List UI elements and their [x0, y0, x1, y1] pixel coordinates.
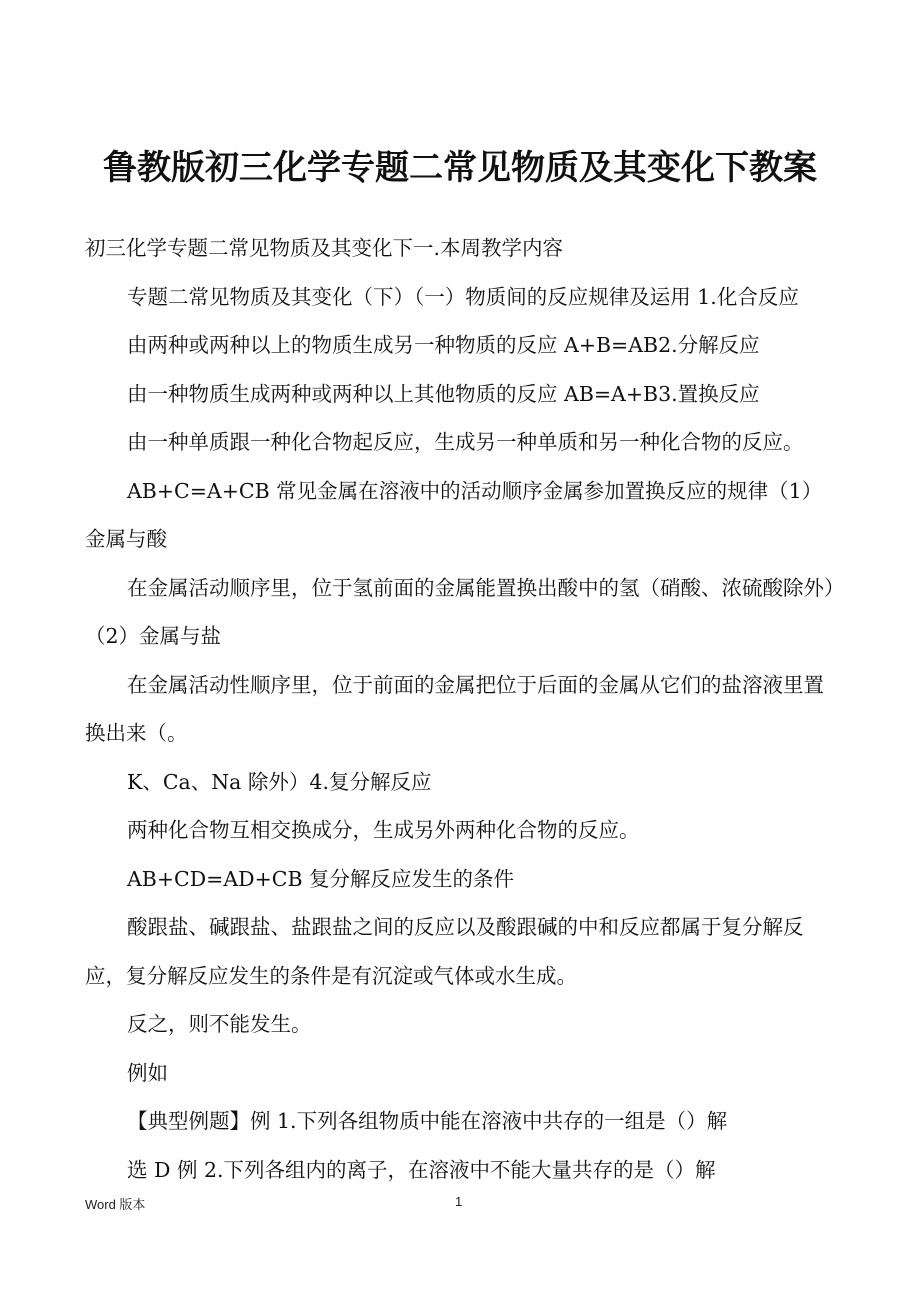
footer-label: Word 版本	[85, 1197, 146, 1212]
paragraph: 【典型例题】例 1.下列各组物质中能在溶液中共存的一组是（）解	[127, 1109, 728, 1133]
paragraph: 在金属活动性顺序里，位于前面的金属把位于后面的金属从它们的盐溶液里置换出来（。	[85, 672, 824, 745]
paragraph: AB+CD=AD+CB 复分解反应发生的条件	[127, 866, 515, 891]
paragraph: 由两种或两种以上的物质生成另一种物质的反应 A+B=AB2.分解反应	[127, 333, 760, 357]
paragraph: AB+C=A+CB 常见金属在溶液中的活动顺序金属参加置换反应的规律（1）金属与酸	[85, 478, 823, 551]
paragraph: 两种化合物互相交换成分，生成另外两种化合物的反应。	[127, 818, 640, 842]
paragraph: 酸跟盐、碱跟盐、盐跟盐之间的反应以及酸跟碱的中和反应都属于复分解反应，复分解反应发生的条件是有沉淀或气体或水生成。	[85, 915, 804, 988]
paragraph: 由一种物质生成两种或两种以上其他物质的反应 AB=A+B3.置换反应	[127, 381, 760, 406]
paragraph: 专题二常见物质及其变化（下）（一）物质间的反应规律及运用 1.化合反应	[127, 284, 799, 309]
paragraph: K、Ca、Na 除外）4.复分解反应	[127, 769, 432, 794]
paragraph: 例如	[127, 1060, 168, 1085]
page-number: 1	[455, 1194, 463, 1209]
paragraph: 初三化学专题二常见物质及其变化下一.本周教学内容	[85, 236, 564, 260]
document-title: 鲁教版初三化学专题二常见物质及其变化下教案	[103, 148, 817, 188]
paragraph: 反之，则不能发生。	[127, 1012, 312, 1036]
document-body	[85, 224, 837, 1194]
paragraph: 由一种单质跟一种化合物起反应，生成另一种单质和另一种化合物的反应。	[127, 430, 804, 454]
paragraph: 在金属活动顺序里，位于氢前面的金属能置换出酸中的氢（硝酸、浓硫酸除外）（2）金属与盐	[85, 575, 835, 648]
paragraph: 选 D 例 2.下列各组内的离子，在溶液中不能大量共存的是（）解	[127, 1157, 716, 1182]
